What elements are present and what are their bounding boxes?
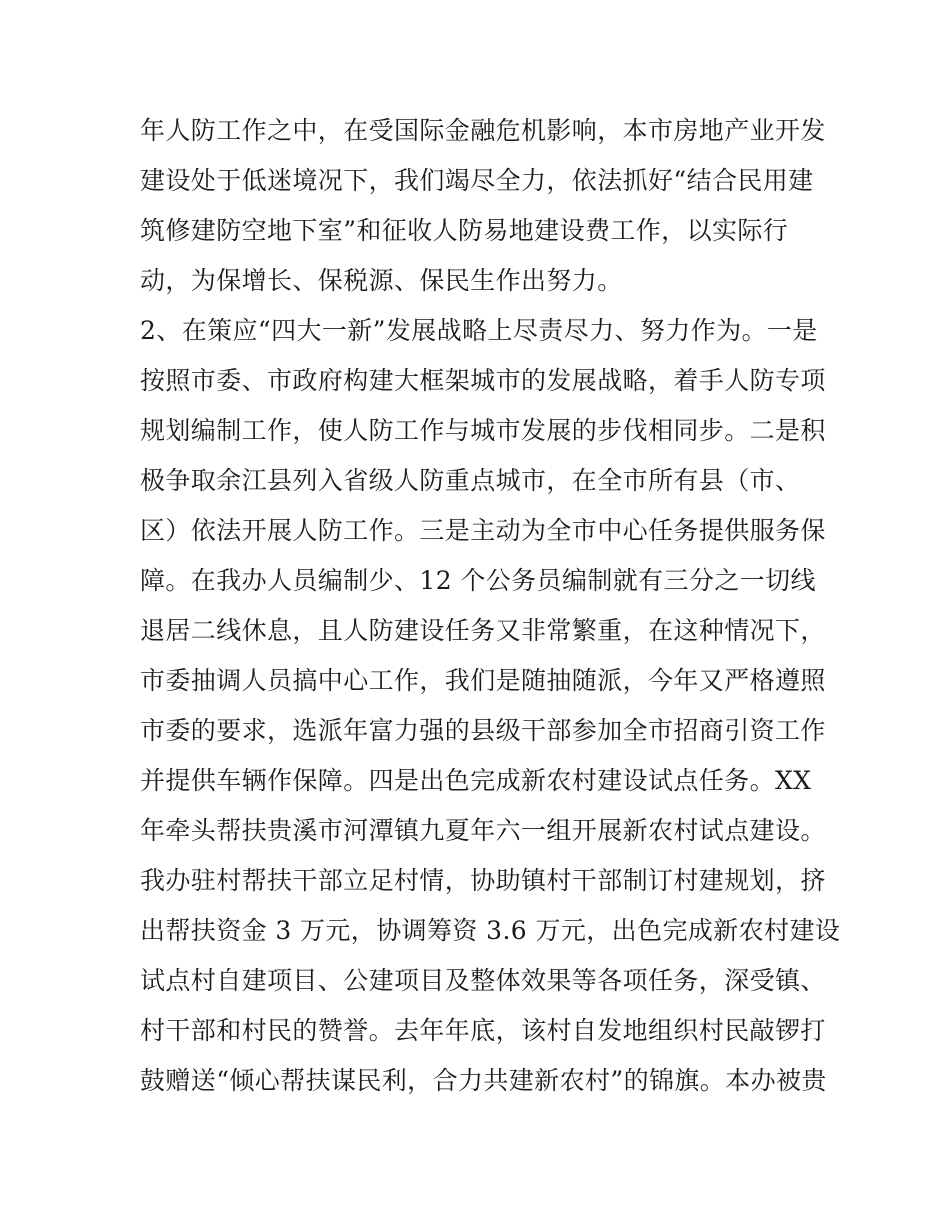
- text-line: 村干部和村民的赞誉。去年年底，该村自发地组织村民敲锣打: [140, 1016, 826, 1045]
- text-line: 我办驻村帮扶干部立足村情，协助镇村干部制订村建规划，挤: [140, 866, 826, 895]
- text-line: 市委抽调人员搞中心工作，我们是随抽随派，今年又严格遵照: [140, 666, 826, 695]
- text-line: 筑修建防空地下室”和征收人防易地建设费工作，以实际行: [140, 216, 789, 245]
- text-line: 退居二线休息，且人防建设任务又非常繁重，在这种情况下，: [140, 616, 826, 645]
- text-line: 按照市委、市政府构建大框架城市的发展战略，着手人防专项: [140, 366, 826, 395]
- text-line: 年人防工作之中，在受国际金融危机影响，本市房地产业开发: [140, 116, 826, 145]
- text-line: 试点村自建项目、公建项目及整体效果等各项任务，深受镇、: [140, 966, 826, 995]
- text-line: 出帮扶资金 3 万元，协调筹资 3.6 万元，出色完成新农村建设: [140, 916, 841, 945]
- text-line: 并提供车辆作保障。四是出色完成新农村建设试点任务。XX: [140, 766, 812, 795]
- text-line: 年牵头帮扶贵溪市河潭镇九夏年六一组开展新农村试点建设。: [140, 816, 826, 845]
- text-line: 障。在我办人员编制少、12 个公务员编制就有三分之一切线: [140, 566, 816, 595]
- text-line: 动，为保增长、保税源、保民生作出努力。: [140, 266, 623, 295]
- text-line: 极争取余江县列入省级人防重点城市，在全市所有县（市、: [140, 466, 801, 495]
- text-line: 建设处于低迷境况下，我们竭尽全力，依法抓好“结合民用建: [140, 166, 814, 195]
- text-line: 鼓赠送“倾心帮扶谋民利，合力共建新农村”的锦旗。本办被贵: [140, 1066, 827, 1095]
- text-line: 规划编制工作，使人防工作与城市发展的步伐相同步。二是积: [140, 416, 826, 445]
- text-line: 区）依法开展人防工作。三是主动为全市中心任务提供服务保: [140, 516, 826, 545]
- paragraph-2-start: 2、在策应“四大一新”发展战略上尽责尽力、努力作为。一是: [140, 316, 818, 345]
- text-line: 市委的要求，选派年富力强的县级干部参加全市招商引资工作: [140, 716, 826, 745]
